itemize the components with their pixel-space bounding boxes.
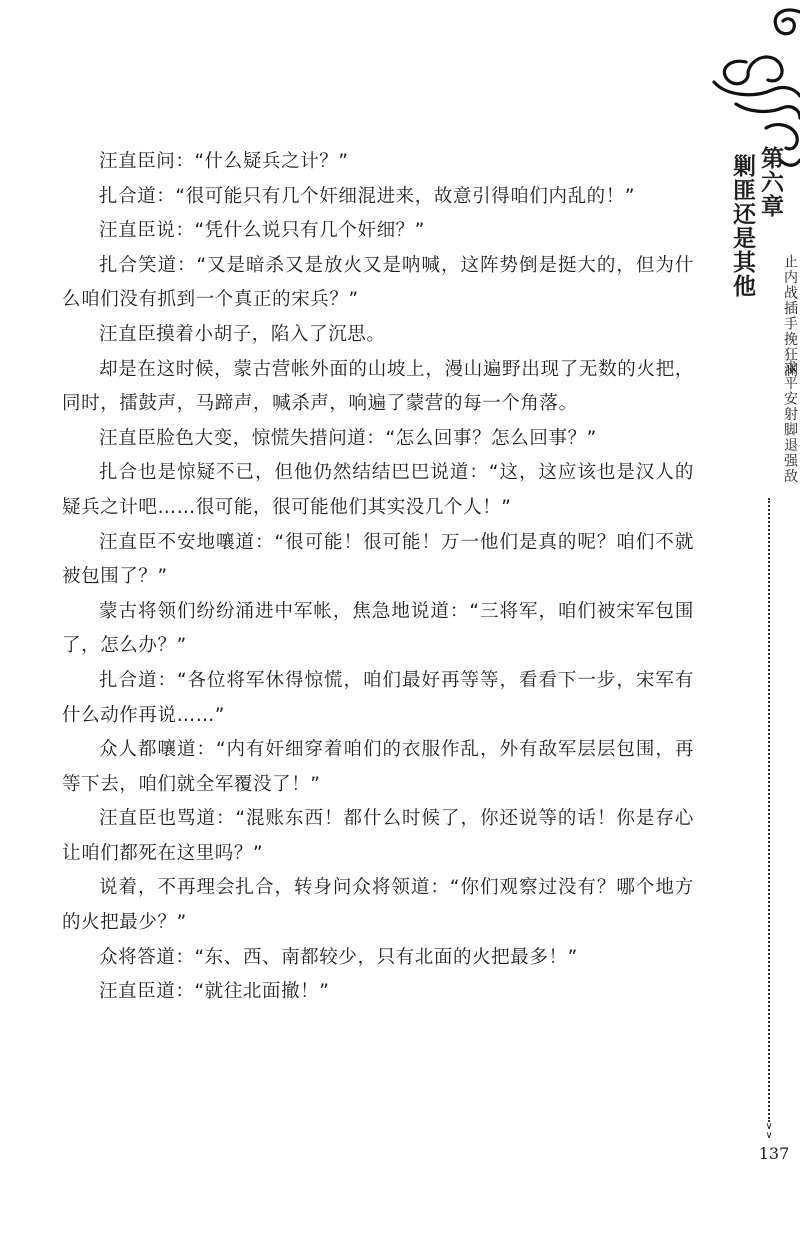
chapter-name: 剿匪还是其他	[729, 154, 756, 298]
paragraph: 扎合也是惊疑不已，但他仍然结结巴巴说道：“这，这应该也是汉人的疑兵之计吧……很可能，很可能他们其实没几个人！”	[62, 462, 694, 518]
margin-dotted-rule	[768, 498, 770, 1122]
page-number: 137	[758, 1144, 790, 1163]
chapter-subtitle-line-2: 求平安射脚退强敌	[782, 360, 798, 484]
paragraph: 汪直臣道：“就往北面撤！”	[99, 981, 330, 1003]
paragraph: 却是在这时候，蒙古营帐外面的山坡上，漫山遍野出现了无数的火把，同时，擂鼓声，马蹄声，喊杀声，响遍了蒙营的每一个角落。	[62, 358, 694, 415]
paragraph: 汪直臣脸色大变，惊慌失措问道：“怎么回事？怎么回事？”	[99, 427, 597, 449]
cloud-ornament-icon	[706, 0, 800, 175]
paragraph: 扎合道：“很可能只有几个奸细混进来，故意引得咱们内乱的！”	[99, 185, 636, 207]
paragraph: 汪直臣摸着小胡子，陷入了沉思。	[99, 323, 386, 345]
paragraph: 众人都嚷道：“内有奸细穿着咱们的衣服作乱，外有敌军层层包围，再等下去，咱们就全军覆没了！”	[62, 739, 694, 795]
body-text	[62, 145, 694, 1010]
paragraph: 汪直臣不安地嚷道：“很可能！很可能！万一他们是真的呢？咱们不就被包围了？”	[62, 531, 694, 588]
paragraph: 说着，不再理会扎合，转身问众将领道：“你们观察过没有？哪个地方的火把最少？”	[62, 877, 694, 934]
paragraph: 汪直臣也骂道：“混账东西！都什么时候了，你还说等的话！你是存心让咱们都死在这里吗？”	[62, 808, 694, 864]
paragraph: 扎合笑道：“又是暗杀又是放火又是呐喊，这阵势倒是挺大的，但为什么咱们没有抓到一个真正的宋兵？”	[62, 254, 694, 311]
chapter-label: 第六章	[757, 146, 784, 218]
paragraph: 众将答道：“东、西、南都较少，只有北面的火把最多！”	[99, 946, 578, 968]
paragraph: 蒙古将领们纷纷涌进中军帐，焦急地说道：“三将军，咱们被宋军包围了，怎么办？”	[62, 600, 694, 657]
paragraph: 扎合道：“各位将军休得惊慌，咱们最好再等等，看看下一步，宋军有什么动作再说……”	[62, 669, 694, 726]
chevron-down-icon: ∨ ∨	[765, 1121, 773, 1141]
paragraph: 汪直臣问：“什么疑兵之计？”	[99, 151, 349, 172]
paragraph: 汪直臣说：“凭什么说只有几个奸细？”	[99, 220, 425, 242]
chapter-heading	[729, 146, 784, 298]
chapter-subtitle-line-1: 止内战插手挽狂澜	[782, 254, 798, 378]
